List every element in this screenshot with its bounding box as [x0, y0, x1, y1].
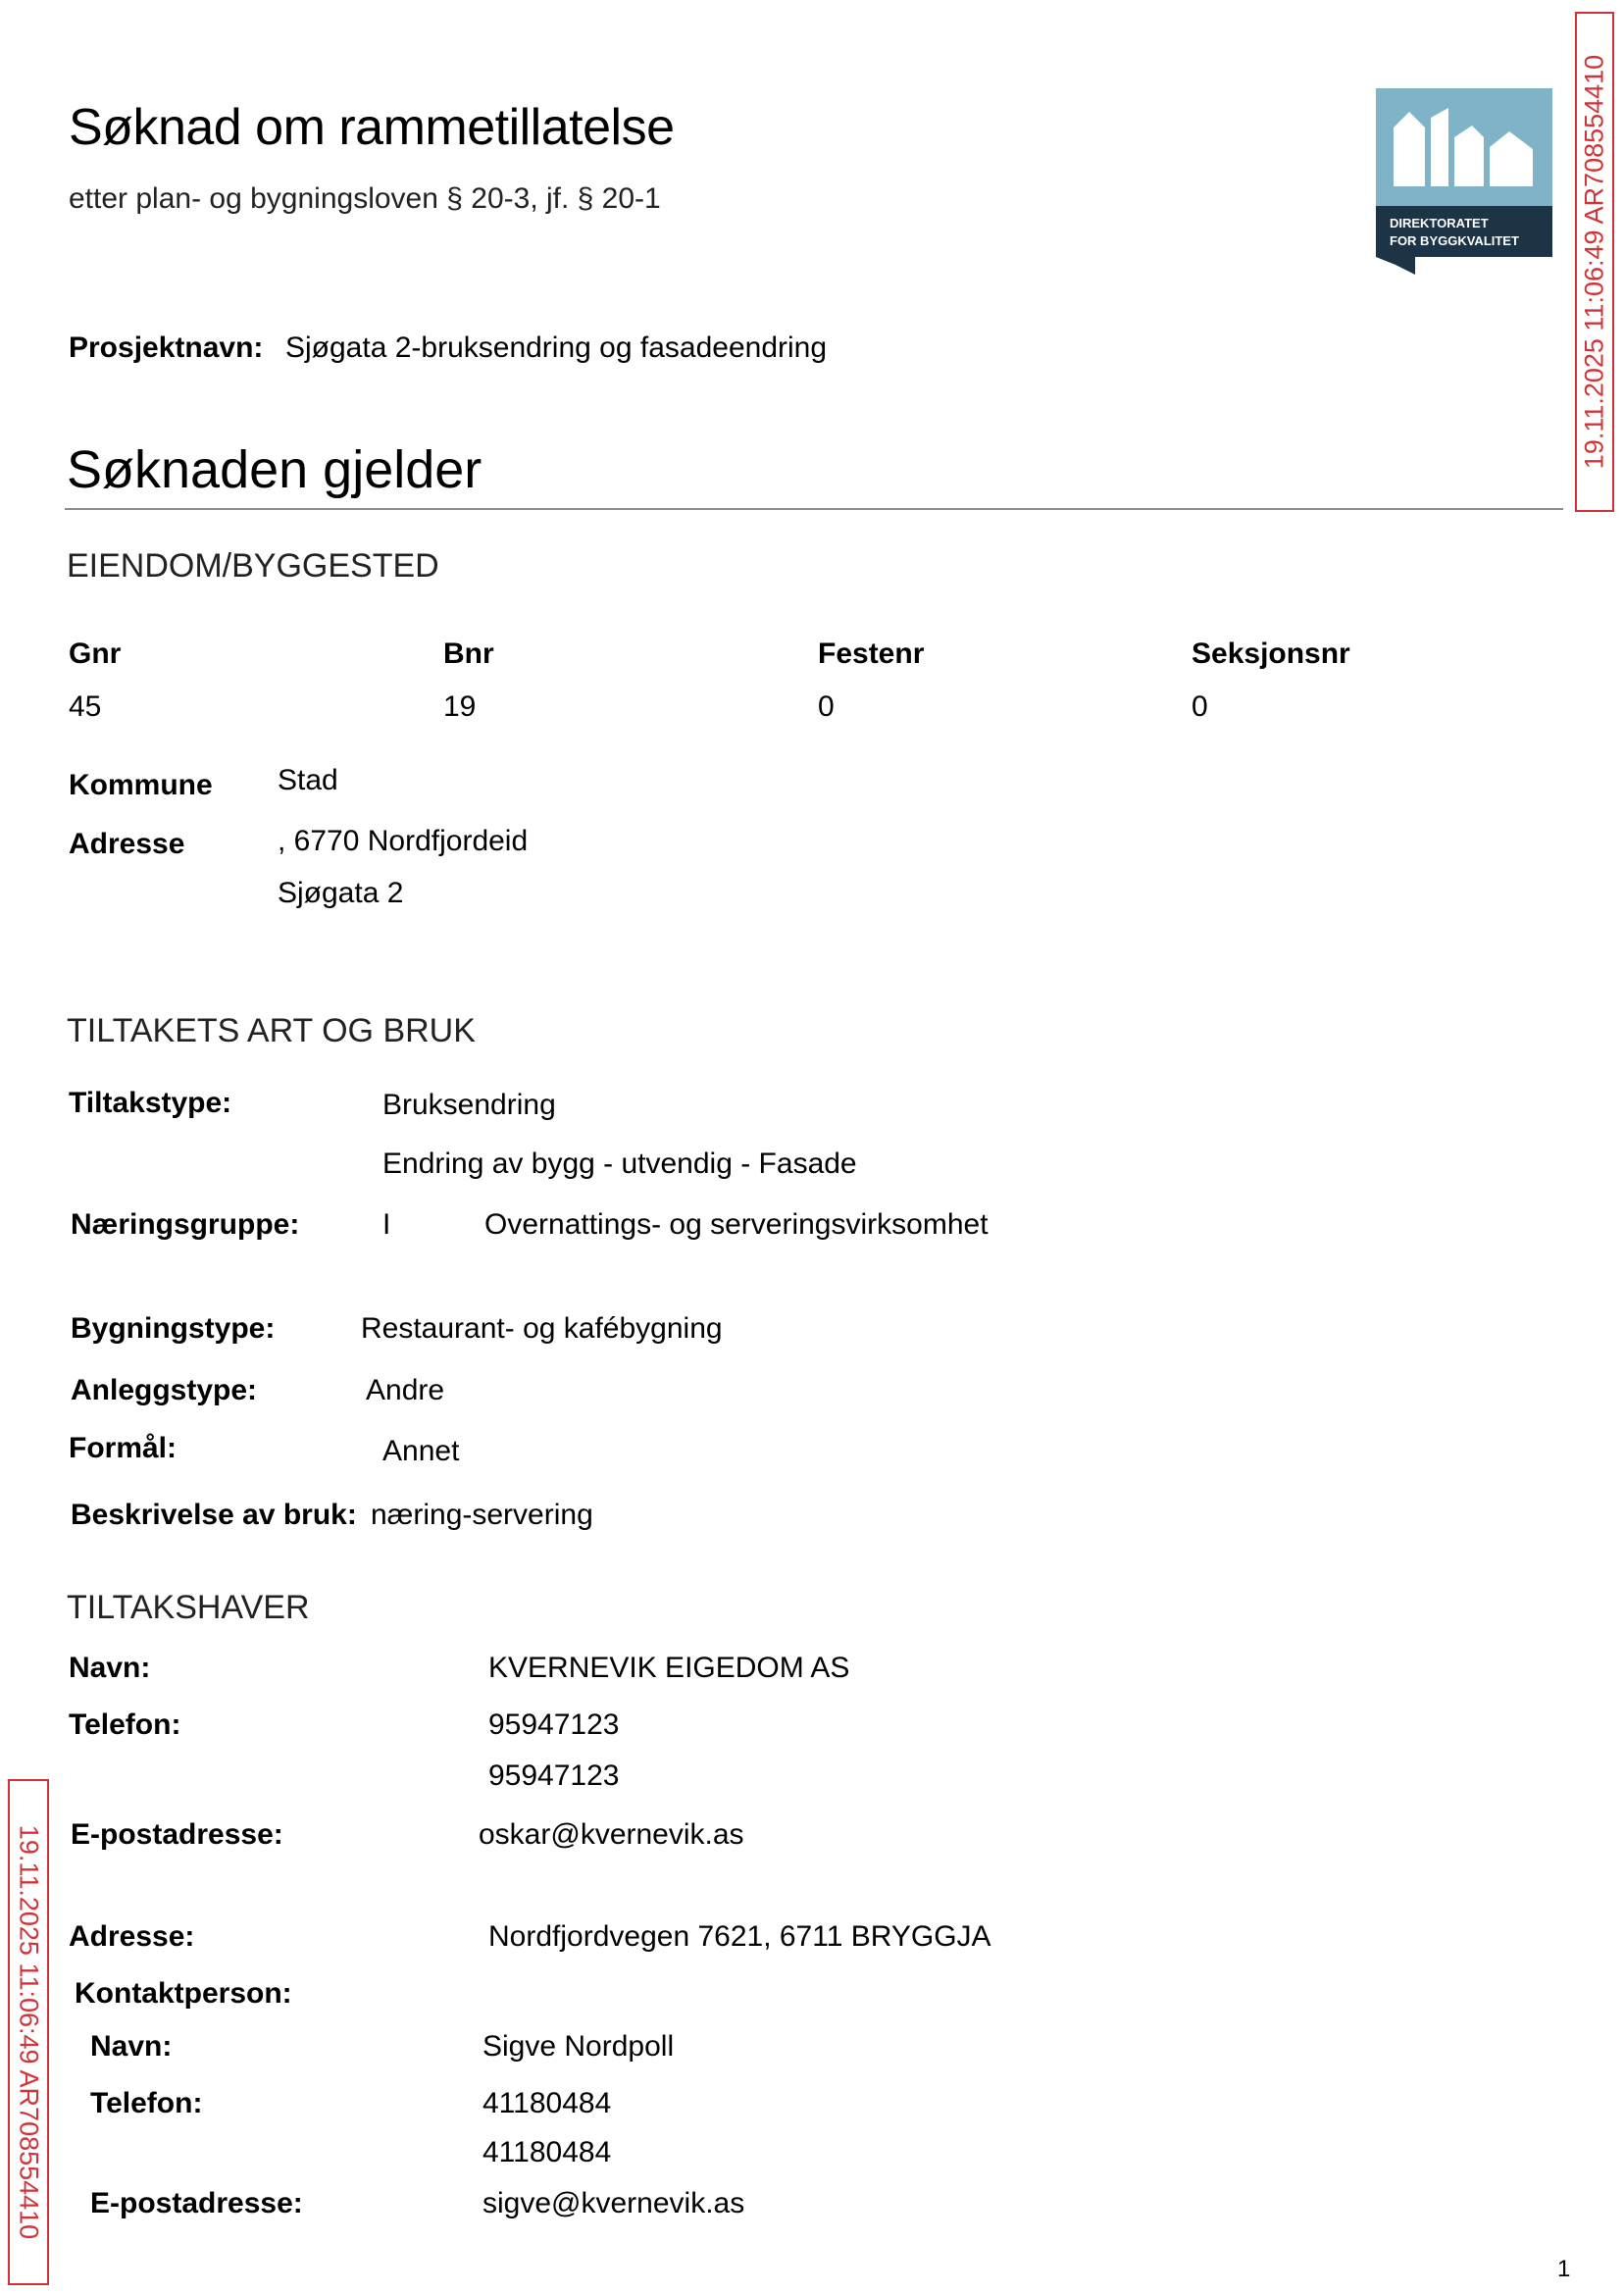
heading-divider — [65, 508, 1563, 510]
tiltakshaver-epost-label: E-postadresse: — [71, 1818, 283, 1851]
project-value: Sjøgata 2-bruksendring og fasadeendring — [285, 331, 828, 364]
anleggstype-value: Andre — [366, 1374, 445, 1406]
tiltakstype-label: Tiltakstype: — [69, 1087, 232, 1119]
kommune-value: Stad — [278, 764, 338, 796]
kontakt-epost-label: E-postadresse: — [90, 2187, 303, 2219]
kontakt-telefon-2: 41180484 — [482, 2136, 612, 2168]
tiltakshaver-telefon-label: Telefon: — [69, 1708, 181, 1741]
naeringsgruppe-label: Næringsgruppe: — [71, 1208, 300, 1241]
section-heading: Søknaden gjelder — [67, 440, 482, 499]
seksjonsnr-value: 0 — [1192, 690, 1208, 723]
tiltakshaver-adresse-value: Nordfjordvegen 7621, 6711 BRYGGJA — [488, 1920, 991, 1953]
adresse-label: Adresse — [69, 828, 185, 860]
kontaktperson-label: Kontaktperson: — [75, 1977, 292, 2010]
kontakt-navn-value: Sigve Nordpoll — [482, 2030, 675, 2063]
bnr-label: Bnr — [443, 637, 494, 670]
festenr-label: Festenr — [818, 637, 925, 670]
bygningstype-value: Restaurant- og kafébygning — [361, 1312, 723, 1345]
kontakt-telefon-label: Telefon: — [90, 2087, 203, 2119]
logo-text-1: DIREKTORATET — [1390, 216, 1489, 230]
logo-text-2: FOR BYGGKVALITET — [1390, 233, 1519, 248]
section-eiendom: EIENDOM/BYGGESTED — [67, 547, 439, 585]
project-label: Prosjektnavn: — [69, 331, 264, 364]
bygningstype-label: Bygningstype: — [71, 1312, 276, 1345]
formal-value: Annet — [382, 1435, 460, 1467]
kontakt-telefon-1: 41180484 — [482, 2087, 612, 2119]
stamp-right — [1575, 12, 1614, 512]
naeringsgruppe-code: I — [382, 1208, 391, 1241]
tiltakshaver-navn-label: Navn: — [69, 1652, 151, 1684]
section-tiltakshaver: TILTAKSHAVER — [67, 1589, 310, 1626]
page-number: 1 — [1557, 2256, 1571, 2282]
festenr-value: 0 — [818, 690, 835, 723]
anleggstype-label: Anleggstype: — [71, 1374, 258, 1406]
stamp-right-text: 19.11.2025 11:06:49 AR708554410 — [1579, 54, 1609, 470]
adresse-line-1: , 6770 Nordfjordeid — [278, 825, 529, 857]
tiltakshaver-navn-value: KVERNEVIK EIGEDOM AS — [488, 1652, 850, 1684]
tiltakstype-value-2: Endring av bygg - utvendig - Fasade — [382, 1147, 857, 1180]
beskrivelse-label: Beskrivelse av bruk: — [71, 1499, 357, 1531]
dibk-logo-graphic — [1376, 88, 1552, 275]
gnr-label: Gnr — [69, 637, 122, 670]
beskrivelse-value: næring-servering — [371, 1499, 593, 1531]
seksjonsnr-label: Seksjonsnr — [1192, 637, 1350, 670]
tiltakshaver-epost-value: oskar@kvernevik.as — [479, 1818, 744, 1851]
tiltakstype-value-1: Bruksendring — [382, 1089, 556, 1121]
naeringsgruppe-value: Overnattings- og serveringsvirksomhet — [484, 1208, 989, 1241]
formal-label: Formål: — [69, 1432, 178, 1464]
kommune-label: Kommune — [69, 769, 213, 801]
gnr-value: 45 — [69, 690, 102, 723]
tiltakshaver-telefon-1: 95947123 — [488, 1708, 620, 1741]
section-tiltak: TILTAKETS ART OG BRUK — [67, 1012, 476, 1049]
stamp-left — [8, 1779, 49, 2285]
kontakt-epost-value: sigve@kvernevik.as — [482, 2187, 745, 2219]
tiltakshaver-adresse-label: Adresse: — [69, 1920, 195, 1953]
kontakt-navn-label: Navn: — [90, 2030, 173, 2063]
stamp-left-text: 19.11.2025 11:06:49 AR708554410 — [14, 1824, 44, 2240]
page-title: Søknad om rammetillatelse — [69, 99, 675, 156]
dibk-logo — [1376, 88, 1552, 275]
bnr-value: 19 — [443, 690, 477, 723]
adresse-line-2: Sjøgata 2 — [278, 877, 404, 909]
tiltakshaver-telefon-2: 95947123 — [488, 1759, 620, 1792]
page-subtitle: etter plan- og bygningsloven § 20-3, jf. § 20-1 — [69, 182, 661, 215]
